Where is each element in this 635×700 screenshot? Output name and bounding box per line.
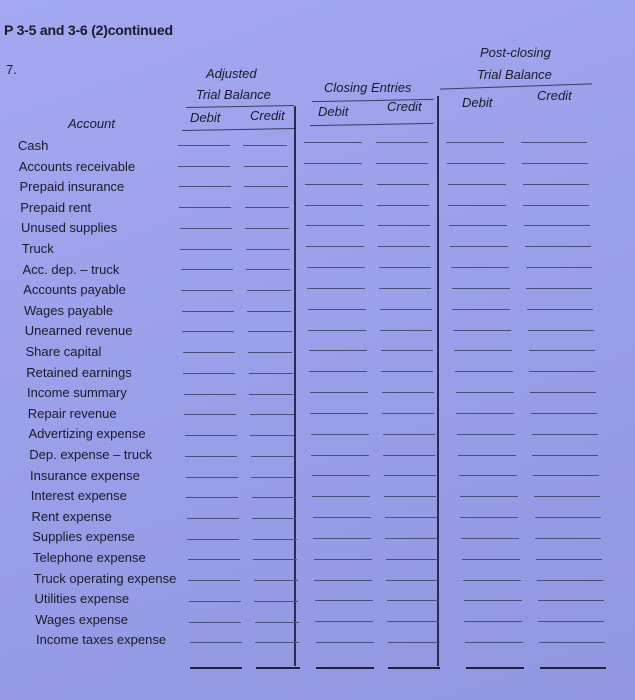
answer-line[interactable] bbox=[186, 497, 238, 498]
answer-line[interactable] bbox=[535, 517, 601, 518]
answer-line[interactable] bbox=[190, 642, 242, 643]
total-answer-line[interactable] bbox=[256, 667, 300, 669]
answer-line[interactable] bbox=[180, 249, 232, 250]
account-column-header: Account bbox=[68, 116, 115, 131]
answer-line[interactable] bbox=[183, 373, 235, 374]
answer-line[interactable] bbox=[538, 600, 604, 601]
answer-line[interactable] bbox=[452, 288, 510, 289]
answer-line[interactable] bbox=[187, 518, 239, 519]
answer-line[interactable] bbox=[185, 435, 237, 436]
answer-line[interactable] bbox=[180, 228, 232, 229]
answer-line[interactable] bbox=[246, 249, 290, 250]
answer-line[interactable] bbox=[182, 331, 234, 332]
answer-line[interactable] bbox=[189, 601, 241, 602]
answer-line[interactable] bbox=[457, 434, 515, 435]
answer-line[interactable] bbox=[383, 455, 435, 456]
closing-subheader-rule bbox=[310, 123, 434, 126]
account-label: Interest expense bbox=[30, 488, 127, 504]
answer-line[interactable] bbox=[245, 207, 289, 208]
answer-line[interactable] bbox=[381, 371, 433, 372]
account-label: Wages expense bbox=[35, 611, 128, 627]
adjusted-header-line2: Trial Balance bbox=[196, 87, 271, 102]
answer-line[interactable] bbox=[381, 350, 433, 351]
answer-line[interactable] bbox=[245, 228, 289, 229]
answer-line[interactable] bbox=[529, 350, 595, 351]
answer-line[interactable] bbox=[248, 331, 292, 332]
answer-line[interactable] bbox=[178, 145, 230, 146]
answer-line[interactable] bbox=[384, 496, 436, 497]
answer-line[interactable] bbox=[246, 269, 290, 270]
account-label: Unearned revenue bbox=[24, 323, 133, 339]
answer-line[interactable] bbox=[255, 622, 299, 623]
answer-line[interactable] bbox=[249, 394, 293, 395]
answer-line[interactable] bbox=[537, 580, 603, 581]
answer-line[interactable] bbox=[455, 371, 513, 372]
answer-line[interactable] bbox=[305, 184, 363, 185]
answer-line[interactable] bbox=[315, 600, 373, 601]
answer-line[interactable] bbox=[308, 309, 366, 310]
answer-line[interactable] bbox=[449, 225, 507, 226]
answer-line[interactable] bbox=[382, 392, 434, 393]
answer-line[interactable] bbox=[243, 145, 287, 146]
answer-line[interactable] bbox=[380, 309, 432, 310]
answer-line[interactable] bbox=[529, 371, 595, 372]
answer-line[interactable] bbox=[386, 580, 438, 581]
total-answer-line[interactable] bbox=[466, 667, 524, 669]
answer-line[interactable] bbox=[453, 330, 511, 331]
answer-line[interactable] bbox=[377, 184, 429, 185]
answer-line[interactable] bbox=[247, 311, 291, 312]
answer-line[interactable] bbox=[253, 539, 297, 540]
account-label: Truck operating expense bbox=[33, 570, 177, 586]
answer-line[interactable] bbox=[525, 246, 591, 247]
answer-line[interactable] bbox=[186, 477, 238, 478]
answer-line[interactable] bbox=[306, 225, 364, 226]
answer-line[interactable] bbox=[185, 456, 237, 457]
total-answer-line[interactable] bbox=[540, 667, 606, 669]
answer-line[interactable] bbox=[388, 642, 440, 643]
answer-line[interactable] bbox=[448, 205, 506, 206]
closing-credit-header: Credit bbox=[387, 99, 422, 114]
answer-line[interactable] bbox=[376, 142, 428, 143]
answer-line[interactable] bbox=[385, 517, 437, 518]
answer-line[interactable] bbox=[179, 207, 231, 208]
answer-line[interactable] bbox=[448, 184, 506, 185]
answer-line[interactable] bbox=[463, 580, 521, 581]
account-label: Supplies expense bbox=[32, 529, 135, 545]
answer-line[interactable] bbox=[378, 225, 430, 226]
answer-line[interactable] bbox=[465, 642, 523, 643]
account-label: Repair revenue bbox=[27, 405, 117, 421]
answer-line[interactable] bbox=[189, 622, 241, 623]
answer-line[interactable] bbox=[244, 186, 288, 187]
answer-line[interactable] bbox=[304, 163, 362, 164]
answer-line[interactable] bbox=[314, 559, 372, 560]
answer-line[interactable] bbox=[461, 538, 519, 539]
account-label: Insurance expense bbox=[30, 467, 140, 483]
account-label: Telephone expense bbox=[33, 550, 146, 565]
answer-line[interactable] bbox=[382, 413, 434, 414]
answer-line[interactable] bbox=[184, 414, 236, 415]
answer-line[interactable] bbox=[384, 475, 436, 476]
post-closing-header-line2: Trial Balance bbox=[477, 67, 552, 82]
answer-line[interactable] bbox=[304, 142, 362, 143]
answer-line[interactable] bbox=[183, 352, 235, 353]
post-closing-credit-header: Credit bbox=[537, 88, 572, 103]
closing-header: Closing Entries bbox=[324, 80, 412, 95]
answer-line[interactable] bbox=[378, 246, 430, 247]
account-label: Share capital bbox=[25, 344, 102, 359]
post-closing-header-line1: Post-closing bbox=[480, 45, 551, 60]
answer-line[interactable] bbox=[451, 267, 509, 268]
total-answer-line[interactable] bbox=[316, 667, 374, 669]
answer-line[interactable] bbox=[312, 475, 370, 476]
account-label: Accounts payable bbox=[23, 282, 126, 298]
adjusted-right-border bbox=[294, 106, 296, 666]
answer-line[interactable] bbox=[255, 642, 299, 643]
answer-line[interactable] bbox=[524, 225, 590, 226]
answer-line[interactable] bbox=[456, 392, 514, 393]
answer-line[interactable] bbox=[308, 330, 366, 331]
answer-line[interactable] bbox=[310, 392, 368, 393]
total-answer-line[interactable] bbox=[388, 667, 440, 669]
question-number: 7. bbox=[6, 62, 17, 77]
answer-line[interactable] bbox=[450, 246, 508, 247]
answer-line[interactable] bbox=[252, 497, 296, 498]
answer-line[interactable] bbox=[534, 496, 600, 497]
answer-line[interactable] bbox=[313, 517, 371, 518]
account-label: Rent expense bbox=[31, 508, 112, 524]
account-label: Income summary bbox=[27, 385, 127, 401]
answer-line[interactable] bbox=[446, 142, 504, 143]
answer-line[interactable] bbox=[385, 538, 437, 539]
answer-line[interactable] bbox=[182, 311, 234, 312]
account-label: Truck bbox=[21, 241, 54, 256]
adjusted-header-line1: Adjusted bbox=[206, 66, 257, 81]
answer-line[interactable] bbox=[252, 518, 296, 519]
answer-line[interactable] bbox=[532, 434, 598, 435]
account-label: Wages payable bbox=[24, 302, 114, 318]
answer-line[interactable] bbox=[254, 580, 298, 581]
answer-line[interactable] bbox=[380, 330, 432, 331]
answer-line[interactable] bbox=[536, 559, 602, 560]
account-label: Advertizing expense bbox=[28, 426, 146, 442]
answer-line[interactable] bbox=[464, 621, 522, 622]
answer-line[interactable] bbox=[313, 538, 371, 539]
answer-line[interactable] bbox=[383, 434, 435, 435]
answer-line[interactable] bbox=[526, 267, 592, 268]
answer-line[interactable] bbox=[464, 600, 522, 601]
answer-line[interactable] bbox=[538, 621, 604, 622]
answer-line[interactable] bbox=[376, 163, 428, 164]
answer-line[interactable] bbox=[459, 475, 517, 476]
answer-line[interactable] bbox=[249, 373, 293, 374]
answer-line[interactable] bbox=[527, 309, 593, 310]
account-label: Accounts receivable bbox=[18, 158, 136, 174]
answer-line[interactable] bbox=[379, 267, 431, 268]
answer-line[interactable] bbox=[521, 142, 587, 143]
answer-line[interactable] bbox=[387, 621, 439, 622]
answer-line[interactable] bbox=[377, 205, 429, 206]
answer-line[interactable] bbox=[248, 352, 292, 353]
answer-line[interactable] bbox=[530, 392, 596, 393]
answer-line[interactable] bbox=[306, 246, 364, 247]
answer-line[interactable] bbox=[309, 371, 367, 372]
answer-line[interactable] bbox=[311, 434, 369, 435]
adjusted-debit-header: Debit bbox=[190, 110, 221, 125]
answer-line[interactable] bbox=[307, 288, 365, 289]
answer-line[interactable] bbox=[458, 455, 516, 456]
answer-line[interactable] bbox=[251, 456, 295, 457]
answer-line[interactable] bbox=[528, 330, 594, 331]
answer-line[interactable] bbox=[254, 601, 298, 602]
account-label: Income taxes expense bbox=[36, 632, 167, 648]
account-label: Unused supplies bbox=[21, 220, 118, 236]
answer-line[interactable] bbox=[539, 642, 605, 643]
account-label: Prepaid rent bbox=[20, 199, 92, 215]
account-label: Prepaid insurance bbox=[19, 179, 125, 195]
account-label: Retained earnings bbox=[26, 364, 132, 380]
answer-line[interactable] bbox=[316, 642, 374, 643]
answer-line[interactable] bbox=[523, 184, 589, 185]
answer-line[interactable] bbox=[250, 414, 294, 415]
answer-line[interactable] bbox=[315, 621, 373, 622]
answer-line[interactable] bbox=[305, 205, 363, 206]
answer-line[interactable] bbox=[188, 559, 240, 560]
adjusted-subheader-rule bbox=[182, 128, 294, 131]
answer-line[interactable] bbox=[247, 290, 291, 291]
answer-line[interactable] bbox=[456, 413, 514, 414]
answer-line[interactable] bbox=[178, 166, 230, 167]
answer-line[interactable] bbox=[522, 163, 588, 164]
answer-line[interactable] bbox=[462, 559, 520, 560]
answer-line[interactable] bbox=[253, 559, 297, 560]
answer-line[interactable] bbox=[312, 496, 370, 497]
answer-line[interactable] bbox=[307, 267, 365, 268]
answer-line[interactable] bbox=[184, 394, 236, 395]
answer-line[interactable] bbox=[460, 517, 518, 518]
answer-line[interactable] bbox=[386, 559, 438, 560]
adjusted-credit-header: Credit bbox=[250, 108, 285, 123]
account-label: Cash bbox=[18, 138, 49, 153]
answer-line[interactable] bbox=[535, 538, 601, 539]
answer-line[interactable] bbox=[460, 496, 518, 497]
answer-line[interactable] bbox=[309, 350, 367, 351]
answer-line[interactable] bbox=[447, 163, 505, 164]
post-closing-debit-header: Debit bbox=[462, 95, 493, 110]
account-label: Acc. dep. – truck bbox=[22, 261, 120, 277]
answer-line[interactable] bbox=[250, 435, 294, 436]
answer-line[interactable] bbox=[379, 288, 431, 289]
answer-line[interactable] bbox=[311, 455, 369, 456]
answer-line[interactable] bbox=[387, 600, 439, 601]
answer-line[interactable] bbox=[188, 580, 240, 581]
answer-line[interactable] bbox=[187, 539, 239, 540]
account-label: Utilities expense bbox=[34, 591, 130, 607]
answer-line[interactable] bbox=[526, 288, 592, 289]
answer-line[interactable] bbox=[452, 309, 510, 310]
closing-debit-header: Debit bbox=[318, 104, 349, 119]
answer-line[interactable] bbox=[181, 269, 233, 270]
answer-line[interactable] bbox=[523, 205, 589, 206]
page-title: P 3-5 and 3-6 (2)continued bbox=[4, 22, 173, 38]
answer-line[interactable] bbox=[251, 477, 295, 478]
answer-line[interactable] bbox=[531, 413, 597, 414]
answer-line[interactable] bbox=[533, 475, 599, 476]
answer-line[interactable] bbox=[310, 413, 368, 414]
answer-line[interactable] bbox=[314, 580, 372, 581]
answer-line[interactable] bbox=[454, 350, 512, 351]
answer-line[interactable] bbox=[244, 166, 288, 167]
account-label: Dep. expense – truck bbox=[29, 447, 153, 462]
answer-line[interactable] bbox=[532, 455, 598, 456]
answer-line[interactable] bbox=[179, 186, 231, 187]
answer-line[interactable] bbox=[181, 290, 233, 291]
total-answer-line[interactable] bbox=[190, 667, 242, 669]
